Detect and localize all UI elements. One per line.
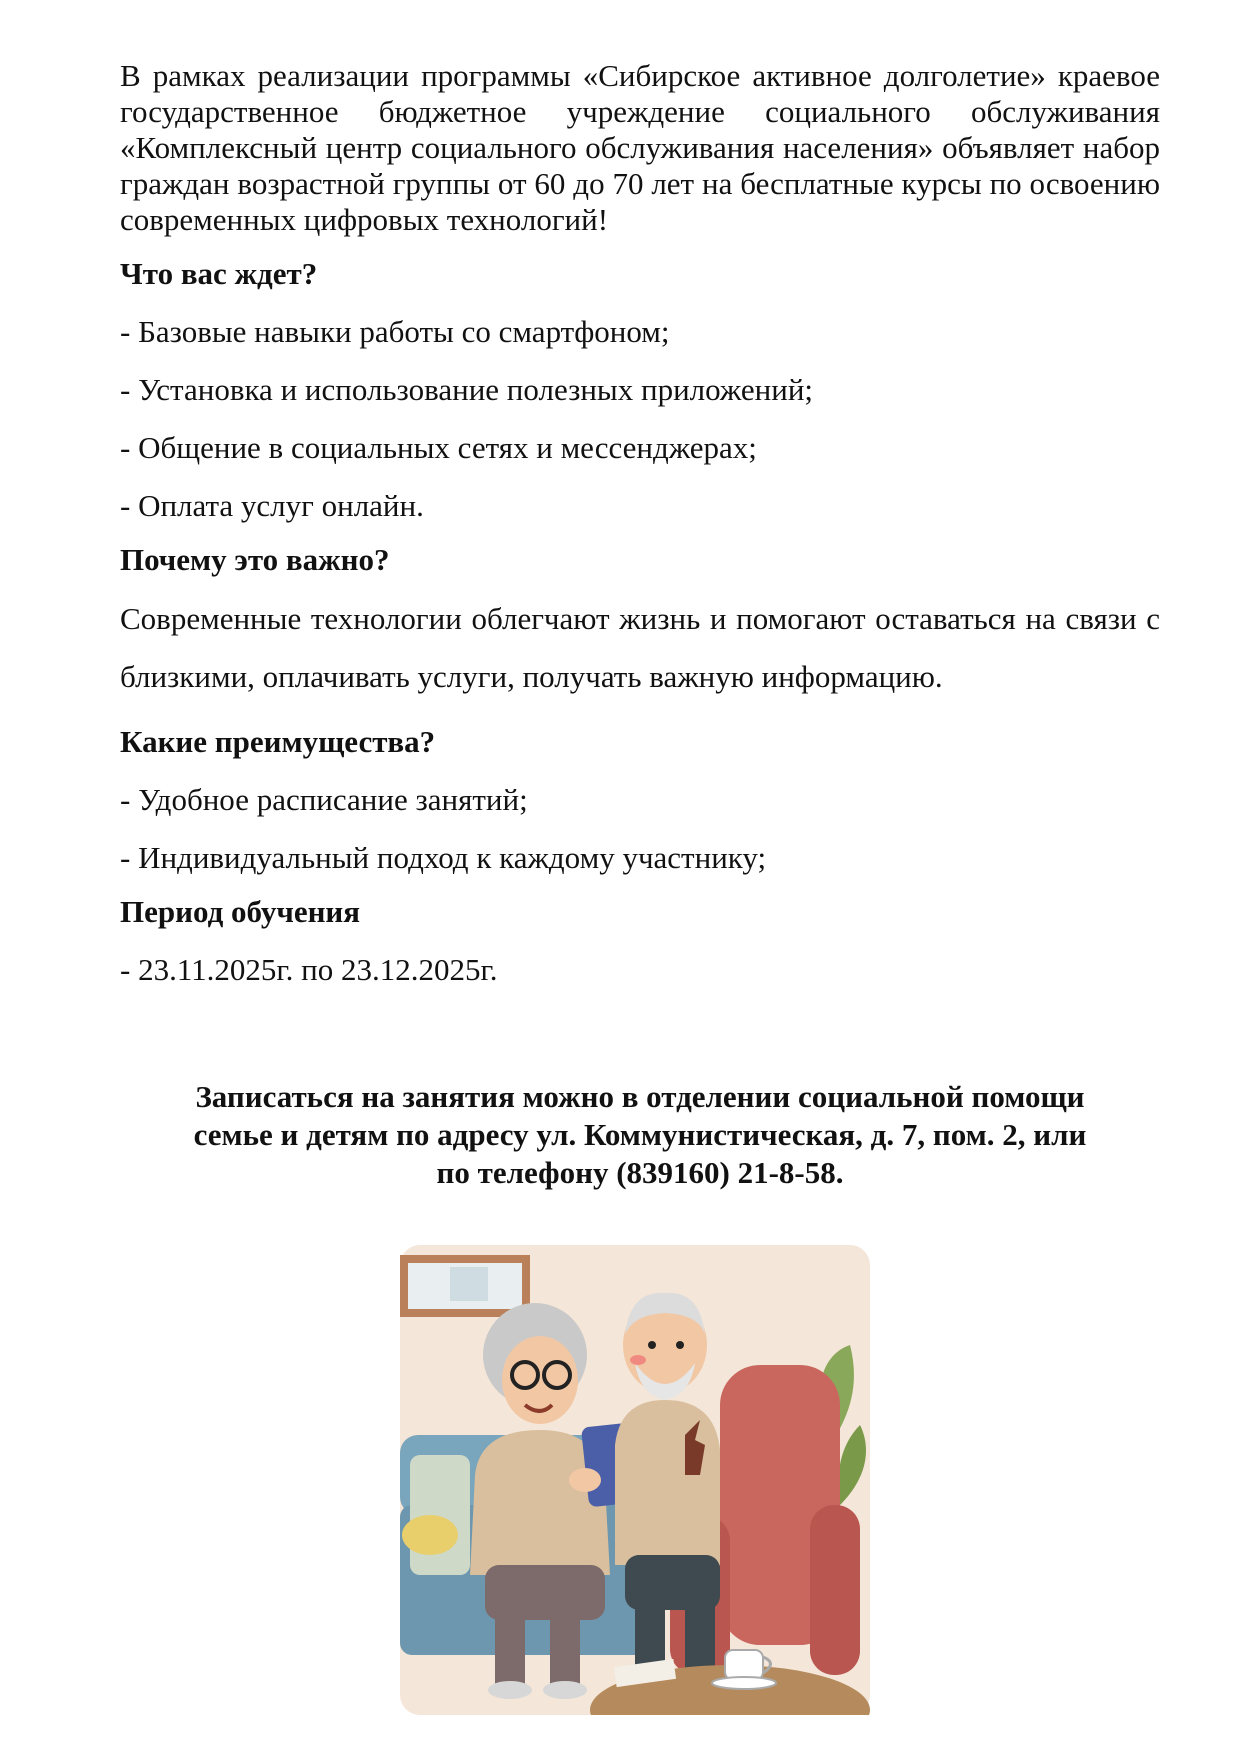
elderly-couple-smartphone-illustration [400,1245,870,1715]
why-paragraph: Современные технологии облегчают жизнь и помогают оставаться на связи с близкими, оплачивать услуги, получать важную информацию. [120,601,1160,694]
list-item: - Индивидуальный подход к каждому участнику; [120,840,767,875]
intro-paragraph: В рамках реализации программы «Сибирское активное долголетие» краевое государственное бюджетное учреждение социального обслуживания «Комплексный центр социального обслуживания населения» объявляет набор граждан возрастной группы от 60 до 70 лет на бесплатные курсы по освоению современных цифровых технологий! [120,58,1160,237]
list-item: - Общение в социальных сетях и мессенджерах; [120,430,757,465]
signup-line: семье и детям по адресу ул. Коммунистическая, д. 7, пом. 2, или [193,1117,1087,1152]
signup-notice [120,1078,1160,1192]
heading-why: Почему это важно? [120,542,390,577]
list-item: - Удобное расписание занятий; [120,782,528,817]
illustration-svg [400,1245,870,1715]
heading-period: Период обучения [120,894,361,929]
list-item: - Оплата услуг онлайн. [120,488,424,523]
signup-line: по телефону (839160) 21-8-58. [436,1155,844,1190]
list-item: - Базовые навыки работы со смартфоном; [120,314,670,349]
heading-benefits: Какие преимущества? [120,724,436,759]
heading-expect: Что вас ждет? [120,256,318,291]
signup-line: Записаться на занятия можно в отделении социальной помощи [195,1079,1085,1114]
document-body [120,58,1160,988]
period-dates: - 23.11.2025г. по 23.12.2025г. [120,952,498,987]
list-item: - Установка и использование полезных приложений; [120,372,814,407]
